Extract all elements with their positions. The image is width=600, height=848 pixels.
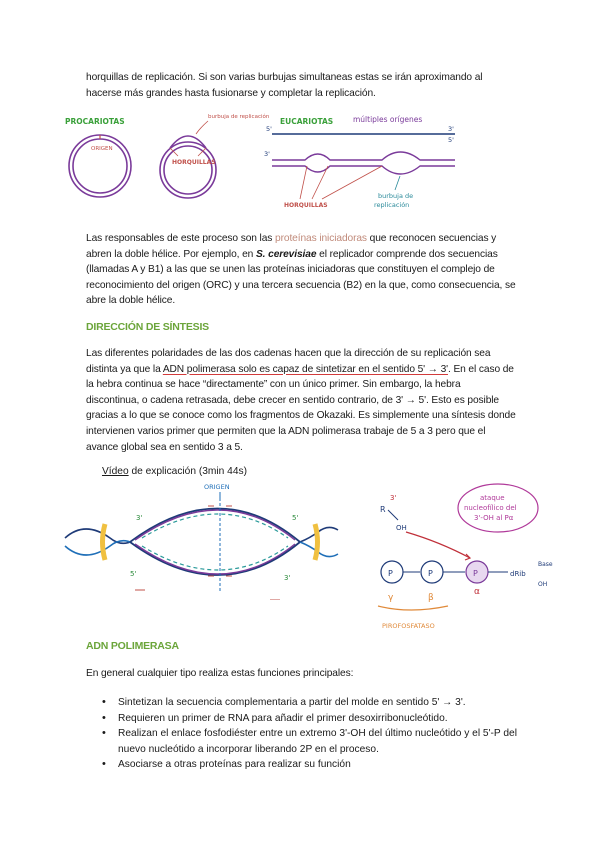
para2-post: . En el caso de la hebra continua se hace “directamente” con un único primer. Sin embargo, la hebra discontinua, o cadena retrasada, debe crecer en sentido contrario, de 3' → 5'. Esto es posible gracias a lo que se conoce como los fragmentos de Okazaki. Es simplemente una síntesis donde intervienen varios primer que permiten que la ADN polimerasa trabaje de 5 a 3 pero que el avance global sea en sentido 3 a 5. — [86, 363, 516, 453]
adn-polimerasa-underlined: ADN polimerasa solo es capaz de sintetizar en el sentido 5' → 3' — [162, 363, 448, 375]
replication-bubble-figure — [60, 104, 480, 216]
prime-5-bottom-left: 5' — [130, 570, 137, 578]
iniciadoras-paragraph — [86, 231, 516, 309]
para1-post: el replicador comprende dos secuencias (llamadas A y B1) a las que se unen las proteínas iniciadoras que constituyen el complejo de reconocimiento del origen (ORC) y una tercera secuencia (B2) en la que, como consecuencia, se abre la doble hélice. — [86, 248, 516, 307]
nucleophilic-attack-diagram — [370, 482, 560, 642]
para2-pre: Las diferentes polaridades de las dos cadenas hacen que la dirección de su replicación sea distinta ya que la — [86, 348, 491, 375]
prime-3-top: 3' — [448, 125, 454, 133]
horquillas-label: HORQUILLAS — [172, 159, 216, 166]
list-item: • Asociarse a otras proteínas para realizar su función — [100, 757, 520, 773]
gamma-label: γ — [388, 593, 394, 603]
origen-label: ORIGEN — [91, 146, 113, 152]
drib-label: dRib — [510, 570, 526, 578]
funciones-list — [100, 695, 520, 773]
burbuja2-label-1: burbuja de — [378, 192, 414, 200]
prime-5-top: 5' — [266, 125, 272, 133]
burbuja2-label-2: replicación — [374, 201, 410, 209]
bubble-text-1: ataque — [480, 494, 505, 502]
direccion-paragraph — [86, 346, 516, 455]
p2-label: P — [428, 569, 433, 578]
bubble-text-3: 3'-OH al Pα — [474, 514, 514, 522]
heading-direccion-sintesis: DIRECCIÓN DE SÍNTESIS — [86, 321, 209, 333]
oh-label: OH — [396, 524, 407, 532]
replication-fork-diagram — [60, 480, 340, 600]
prime-5-top-right: 5' — [292, 514, 299, 522]
horquillas2-label: HORQUILLAS — [284, 202, 328, 209]
list-item: • Requieren un primer de RNA para añadir el primer desoxirribonucleótido. — [100, 711, 520, 727]
video-link[interactable]: Vídeo — [102, 466, 129, 477]
prime-3-bottom: 3' — [264, 150, 270, 158]
funciones-intro: En general cualquier tipo realiza estas funciones principales: — [86, 668, 354, 679]
oh2-label: OH — [538, 581, 548, 588]
pirofosfato-label: PIROFOSFATASO — [382, 622, 435, 630]
list-item: • Sintetizan la secuencia complementaria a partir del molde en sentido 5' → 3'. — [100, 695, 520, 711]
prime-3-bottom-right: 3' — [284, 574, 291, 582]
three-prime-label: 3' — [390, 494, 397, 502]
list-item: • Realizan el enlace fosfodiéster entre un extremo 3'-OH del último nucleótido y el 5'-P del nuevo nucleótido a incorporar liberando 2P en el proceso. — [100, 726, 520, 757]
multiples-origenes-label: múltiples orígenes — [353, 115, 423, 124]
intro-paragraph: horquillas de replicación. Si son varias burbujas simultaneas estas se irán aproximando al hacerse más grandes hasta fusionarse y completar la replicación. — [86, 72, 483, 99]
origen2-label: ORIGEN — [204, 483, 230, 491]
para1-pre: Las responsables de este proceso son las — [86, 233, 276, 244]
para1-mid: que reconocen secuencias y abren la doble hélice. Por ejemplo, en — [86, 233, 497, 260]
p3-label: P — [473, 569, 478, 578]
species-name: S. cerevisiae — [255, 248, 317, 260]
burbuja-label: burbuja de replicación — [208, 114, 270, 120]
prime-5-bottom: 5' — [448, 136, 454, 144]
base-label: Base — [538, 561, 553, 568]
proteinas-iniciadoras-highlight: proteínas iniciadoras — [275, 233, 367, 244]
r-label: R — [380, 505, 386, 514]
heading-adn-polimerasa: ADN POLIMERASA — [86, 640, 179, 652]
beta-label: β — [428, 593, 434, 603]
video-line — [102, 466, 247, 477]
bubble-text-2: nucleofílico del — [464, 504, 517, 512]
procariotas-label: PROCARIOTAS — [65, 117, 125, 126]
p1-label: P — [388, 569, 393, 578]
prime-3-top-left: 3' — [136, 514, 143, 522]
video-rest: de explicación (3min 44s) — [128, 466, 247, 477]
alpha-label: α — [474, 587, 480, 597]
eucariotas-label: EUCARIOTAS — [280, 117, 334, 126]
